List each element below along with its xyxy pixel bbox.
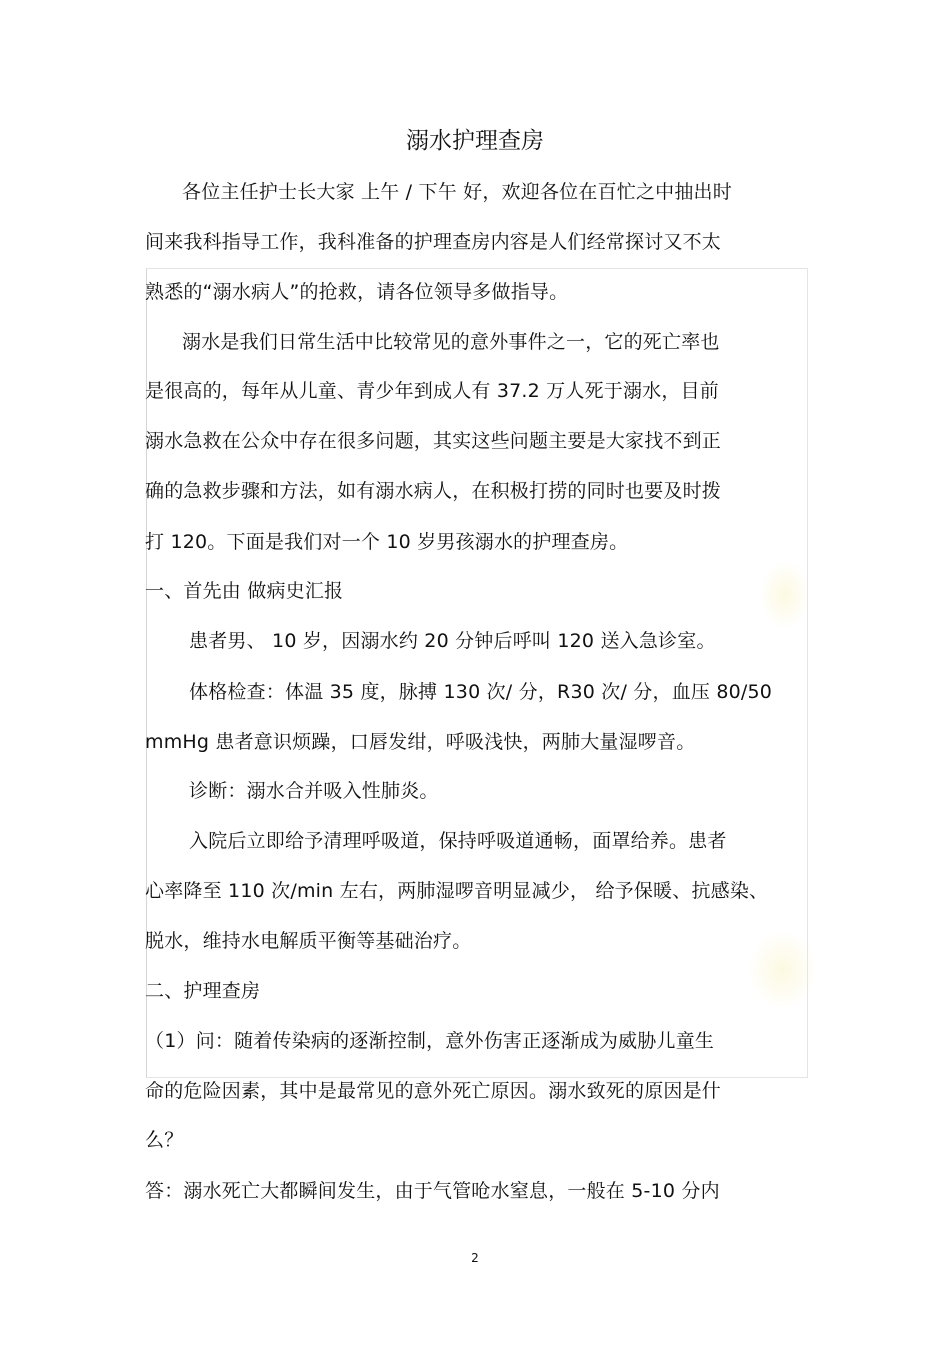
paragraph-line: 心率降至 110 次/min 左右，两肺湿啰音明显减少， 给予保暖、抗感染、	[145, 880, 769, 902]
page-stain	[760, 560, 810, 630]
paragraph-line: 溺水急救在公众中存在很多问题，其实这些问题主要是大家找不到正	[145, 430, 722, 452]
paragraph-line: 溺水是我们日常生活中比较常见的意外事件之一，它的死亡率也	[182, 331, 720, 353]
paragraph-line: 确的急救步骤和方法，如有溺水病人，在积极打捞的同时也要及时拨	[145, 480, 722, 502]
paragraph-line: 间来我科指导工作，我科准备的护理查房内容是人们经常探讨又不太	[145, 231, 722, 253]
paragraph-line: mmHg 患者意识烦躁，口唇发绀，呼吸浅快，两肺大量湿啰音。	[145, 731, 696, 753]
page-number: 2	[471, 1251, 479, 1265]
paragraph-line: 患者男、 10 岁，因溺水约 20 分钟后呼叫 120 送入急诊室。	[189, 630, 716, 652]
paragraph-line: 命的危险因素，其中是最常见的意外死亡原因。溺水致死的原因是什	[145, 1080, 722, 1102]
paragraph-line: 答：溺水死亡大都瞬间发生，由于气管呛水窒息，一般在 5-10 分内	[145, 1180, 720, 1202]
paragraph-line: 诊断：溺水合并吸入性肺炎。	[189, 780, 439, 802]
paragraph-line: 是很高的，每年从儿童、青少年到成人有 37.2 万人死于溺水，目前	[145, 380, 719, 402]
paragraph-line: 打 120。下面是我们对一个 10 岁男孩溺水的护理查房。	[145, 531, 629, 553]
section-heading: 二、护理查房	[145, 980, 261, 1002]
paragraph-line: 体格检查：体温 35 度，脉搏 130 次/ 分，R30 次/ 分，血压 80/50	[189, 681, 773, 703]
section-heading: 一、首先由 做病史汇报	[145, 580, 344, 602]
document-title: 溺水护理查房	[406, 128, 544, 154]
paragraph-line: 入院后立即给予清理呼吸道，保持呼吸道通畅，面罩给养。患者	[189, 830, 727, 852]
page-stain	[748, 930, 818, 1010]
paragraph-line: 各位主任护士长大家 上午 / 下午 好，欢迎各位在百忙之中抽出时	[182, 181, 732, 203]
paragraph-line: 脱水，维持水电解质平衡等基础治疗。	[145, 930, 472, 952]
paragraph-line: 熟悉的“溺水病人”的抢救，请各位领导多做指导。	[145, 281, 569, 303]
paragraph-line: 么？	[145, 1129, 184, 1151]
paragraph-line: （1）问：随着传染病的逐渐控制，意外伤害正逐渐成为威胁儿童生	[145, 1030, 715, 1052]
